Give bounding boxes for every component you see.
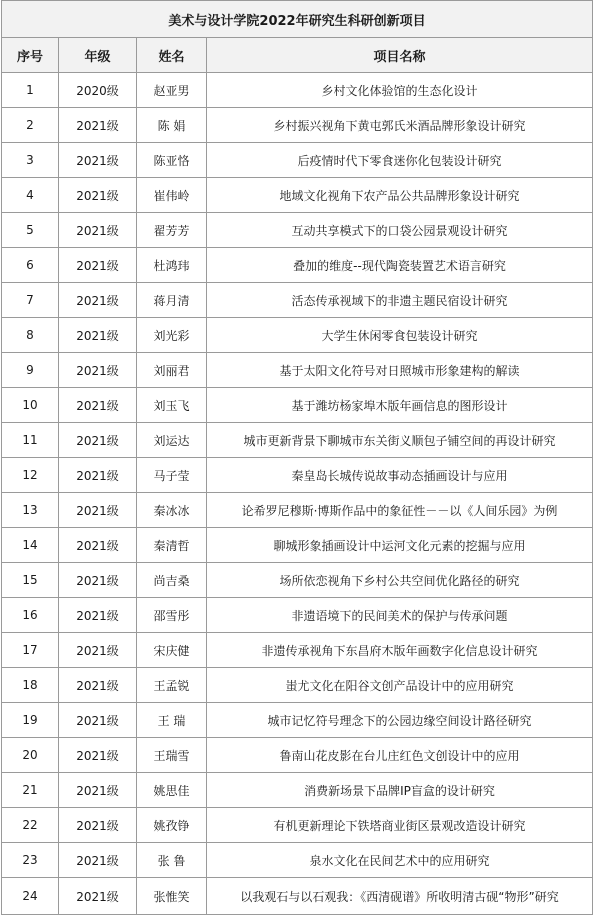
table-title-row [2, 1, 593, 38]
cell-project: 鲁南山花皮影在台儿庄红色文创设计中的应用 [207, 738, 593, 773]
cell-grade: 2021级 [59, 668, 137, 703]
cell-name: 马子莹 [137, 458, 207, 493]
cell-no: 3 [2, 143, 59, 178]
cell-project: 泉水文化在民间艺术中的应用研究 [207, 843, 593, 878]
table-row [2, 598, 593, 633]
cell-name: 刘玉飞 [137, 388, 207, 423]
cell-name: 刘光彩 [137, 318, 207, 353]
cell-grade: 2021级 [59, 738, 137, 773]
cell-no: 11 [2, 423, 59, 458]
cell-name: 王孟锐 [137, 668, 207, 703]
cell-no: 23 [2, 843, 59, 878]
cell-project: 互动共享模式下的口袋公园景观设计研究 [207, 213, 593, 248]
cell-project: 城市更新背景下聊城市东关街义顺包子铺空间的再设计研究 [207, 423, 593, 458]
cell-no: 24 [2, 878, 59, 915]
table-row [2, 318, 593, 353]
cell-grade: 2021级 [59, 353, 137, 388]
cell-name: 刘运达 [137, 423, 207, 458]
cell-name: 尚吉桑 [137, 563, 207, 598]
cell-name: 宋庆健 [137, 633, 207, 668]
cell-name: 姚孜铮 [137, 808, 207, 843]
table-row [2, 528, 593, 563]
table-row [2, 808, 593, 843]
table-row [2, 493, 593, 528]
cell-project: 聊城形象插画设计中运河文化元素的挖掘与应用 [207, 528, 593, 563]
cell-project: 秦皇岛长城传说故事动态插画设计与应用 [207, 458, 593, 493]
table-row [2, 458, 593, 493]
cell-grade: 2021级 [59, 528, 137, 563]
cell-no: 6 [2, 248, 59, 283]
table-row [2, 283, 593, 318]
table-row [2, 248, 593, 283]
cell-no: 10 [2, 388, 59, 423]
cell-grade: 2021级 [59, 878, 137, 915]
cell-no: 14 [2, 528, 59, 563]
cell-no: 9 [2, 353, 59, 388]
cell-name: 姚思佳 [137, 773, 207, 808]
cell-name: 邵雪彤 [137, 598, 207, 633]
cell-grade: 2021级 [59, 178, 137, 213]
table-row [2, 213, 593, 248]
table-title: 美术与设计学院2022年研究生科研创新项目 [2, 1, 593, 38]
cell-no: 15 [2, 563, 59, 598]
cell-no: 13 [2, 493, 59, 528]
header-name: 姓名 [137, 38, 207, 73]
cell-grade: 2021级 [59, 388, 137, 423]
cell-name: 陈亚恪 [137, 143, 207, 178]
table-row [2, 353, 593, 388]
table-row [2, 878, 593, 915]
cell-no: 1 [2, 73, 59, 108]
cell-project: 论希罗尼穆斯·博斯作品中的象征性－－以《人间乐园》为例 [207, 493, 593, 528]
table-row [2, 843, 593, 878]
table-body [2, 73, 593, 915]
cell-project: 后疫情时代下零食迷你化包装设计研究 [207, 143, 593, 178]
table-row [2, 73, 593, 108]
cell-name: 杜鸿玮 [137, 248, 207, 283]
cell-project: 非遗语境下的民间美术的保护与传承问题 [207, 598, 593, 633]
cell-name: 王 瑞 [137, 703, 207, 738]
table-row [2, 773, 593, 808]
header-row [2, 38, 593, 73]
cell-grade: 2021级 [59, 563, 137, 598]
cell-project: 非遗传承视角下东昌府木版年画数字化信息设计研究 [207, 633, 593, 668]
cell-no: 4 [2, 178, 59, 213]
cell-project: 大学生休闲零食包装设计研究 [207, 318, 593, 353]
cell-grade: 2021级 [59, 423, 137, 458]
cell-name: 赵亚男 [137, 73, 207, 108]
table-row [2, 388, 593, 423]
cell-project: 以我观石与以石观我：《西清砚谱》所收明清古砚“物形”研究 [207, 878, 593, 915]
cell-grade: 2021级 [59, 703, 137, 738]
table-row [2, 738, 593, 773]
table-row [2, 668, 593, 703]
table-row [2, 633, 593, 668]
cell-no: 21 [2, 773, 59, 808]
cell-project: 乡村文化体验馆的生态化设计 [207, 73, 593, 108]
header-grade: 年级 [59, 38, 137, 73]
cell-project: 活态传承视域下的非遗主题民宿设计研究 [207, 283, 593, 318]
cell-project: 地域文化视角下农产品公共品牌形象设计研究 [207, 178, 593, 213]
cell-no: 16 [2, 598, 59, 633]
cell-no: 2 [2, 108, 59, 143]
cell-project: 消费新场景下品牌IP盲盒的设计研究 [207, 773, 593, 808]
table-row [2, 143, 593, 178]
cell-no: 5 [2, 213, 59, 248]
table-row [2, 563, 593, 598]
cell-grade: 2021级 [59, 283, 137, 318]
cell-grade: 2021级 [59, 248, 137, 283]
cell-name: 秦冰冰 [137, 493, 207, 528]
header-project: 项目名称 [207, 38, 593, 73]
cell-project: 有机更新理论下铁塔商业街区景观改造设计研究 [207, 808, 593, 843]
cell-grade: 2021级 [59, 598, 137, 633]
cell-project: 蚩尤文化在阳谷文创产品设计中的应用研究 [207, 668, 593, 703]
table-row [2, 178, 593, 213]
cell-project: 城市记忆符号理念下的公园边缘空间设计路径研究 [207, 703, 593, 738]
cell-no: 17 [2, 633, 59, 668]
header-no: 序号 [2, 38, 59, 73]
cell-no: 12 [2, 458, 59, 493]
cell-name: 翟芳芳 [137, 213, 207, 248]
cell-project: 基于太阳文化符号对日照城市形象建构的解读 [207, 353, 593, 388]
cell-project: 叠加的维度--现代陶瓷装置艺术语言研究 [207, 248, 593, 283]
cell-grade: 2021级 [59, 633, 137, 668]
cell-name: 张惟笑 [137, 878, 207, 915]
cell-no: 19 [2, 703, 59, 738]
cell-name: 蒋月清 [137, 283, 207, 318]
cell-grade: 2021级 [59, 318, 137, 353]
cell-grade: 2021级 [59, 213, 137, 248]
cell-grade: 2021级 [59, 843, 137, 878]
cell-no: 22 [2, 808, 59, 843]
cell-project: 乡村振兴视角下黄屯郭氏米酒品牌形象设计研究 [207, 108, 593, 143]
cell-name: 崔伟岭 [137, 178, 207, 213]
cell-name: 张 鲁 [137, 843, 207, 878]
table-row [2, 108, 593, 143]
cell-name: 王瑞雪 [137, 738, 207, 773]
cell-no: 18 [2, 668, 59, 703]
cell-name: 陈 娟 [137, 108, 207, 143]
cell-no: 20 [2, 738, 59, 773]
cell-grade: 2021级 [59, 773, 137, 808]
cell-name: 秦清哲 [137, 528, 207, 563]
projects-table [1, 0, 593, 915]
cell-grade: 2021级 [59, 458, 137, 493]
cell-project: 基于潍坊杨家埠木版年画信息的图形设计 [207, 388, 593, 423]
cell-grade: 2020级 [59, 73, 137, 108]
cell-grade: 2021级 [59, 108, 137, 143]
cell-grade: 2021级 [59, 493, 137, 528]
cell-grade: 2021级 [59, 143, 137, 178]
cell-project: 场所依恋视角下乡村公共空间优化路径的研究 [207, 563, 593, 598]
cell-no: 7 [2, 283, 59, 318]
cell-name: 刘丽君 [137, 353, 207, 388]
table-row [2, 423, 593, 458]
cell-no: 8 [2, 318, 59, 353]
table-row [2, 703, 593, 738]
cell-grade: 2021级 [59, 808, 137, 843]
